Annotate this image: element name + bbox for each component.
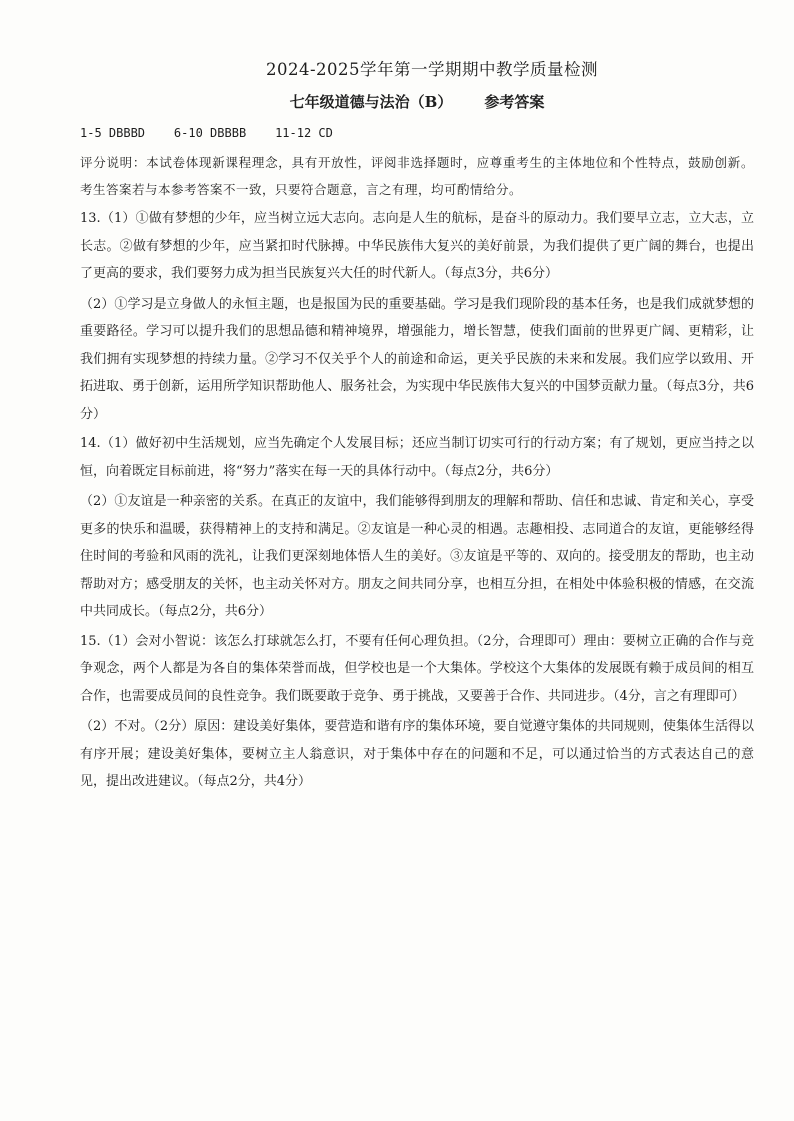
answer-13-2: （2）①学习是立身做人的永恒主题，也是报国为民的重要基础。学习是我们现阶段的基本任务，也是我们成就梦想的重要路径。学习可以提升我们的思想品德和精神境界，增强能力，增长智慧，使我们面前的世界更广阔、更精彩，让我们拥有实现梦想的持续力量。②学习不仅关乎个人的前途和命运，更关乎民族的未来和发展。我们应学以致用、开拓进取、勇于创新，运用所学知识帮助他人、服务社会，为实现中华民族伟大复兴的中国梦贡献力量。（每点3分，共6分） [80,296,754,422]
answer-15-1: 15.（1）会对小智说：该怎么打球就怎么打，不要有任何心理负担。（2分，合理即可）理由：要树立正确的合作与竞争观念，两个人都是为各自的集体荣誉而战，但学校也是一个大集体。学校这个大集体的发展既有赖于成员间的相互合作，也需要成员间的良性竞争。我们既要敢于竞争、勇于挑战，又要善于合作、共同进步。（4分，言之有理即可） [80,633,754,704]
answer-14-2: （2）①友谊是一种亲密的关系。在真正的友谊中，我们能够得到朋友的理解和帮助、信任和忠诚、肯定和关心，享受更多的快乐和温暖，获得精神上的支持和满足。②友谊是一种心灵的相遇。志趣相投、志同道合的友谊，更能够经得住时间的考验和风雨的洗礼，让我们更深刻地体悟人生的美好。③友谊是平等的、双向的。接受朋友的帮助，也主动帮助对方；感受朋友的关怀，也主动关怀对方。朋友之间共同分享，也相互分担，在相处中体验积极的情感，在交流中共同成长。（每点2分，共6分） [80,494,754,619]
answer-15-2: （2）不对。（2分）原因：建设美好集体，要营造和谐有序的集体环境，要自觉遵守集体的共同规则，使集体生活得以有序开展；建设美好集体，要树立主人翁意识，对于集体中存在的问题和不足，可以通过恰当的方式表达自己的意见，提出改进建议。（每点2分，共4分） [80,719,754,789]
page-subtitle [80,90,754,114]
scoring-note: 评分说明：本试卷体现新课程理念，具有开放性，评阅非选择题时，应尊重考生的主体地位和个性特点，鼓励创新。考生答案若与本参考答案不一致，只要符合题意，言之有理，均可酌情给分。 [80,155,754,197]
answer-13-1: 13.（1）①做有梦想的少年，应当树立远大志向。志向是人生的航标，是奋斗的原动力。我们要早立志，立大志，立长志。②做有梦想的少年，应当紧扣时代脉搏。中华民族伟大复兴的美好前景，为我们提供了更广阔的舞台，也提出了更高的要求，我们要努力成为担当民族复兴大任的时代新人。（每点3分，共6分） [80,211,754,281]
answer-key-label: 参考答案 [484,93,545,111]
page-title: 2024-2025学年第一学期期中教学质量检测 [265,60,599,79]
subject-label: 七年级道德与法治（B） [289,93,453,111]
multiple-choice-answers: 1-5 DBBBD 6-10 DBBBB 11-12 CD [80,126,333,140]
answer-14-1: 14.（1）做好初中生活规划，应当先确定个人发展目标；还应当制订切实可行的行动方案；有了规划，更应当持之以恒，向着既定目标前进，将“努力”落实在每一天的具体行动中。（每点2分，共6分） [80,436,754,479]
